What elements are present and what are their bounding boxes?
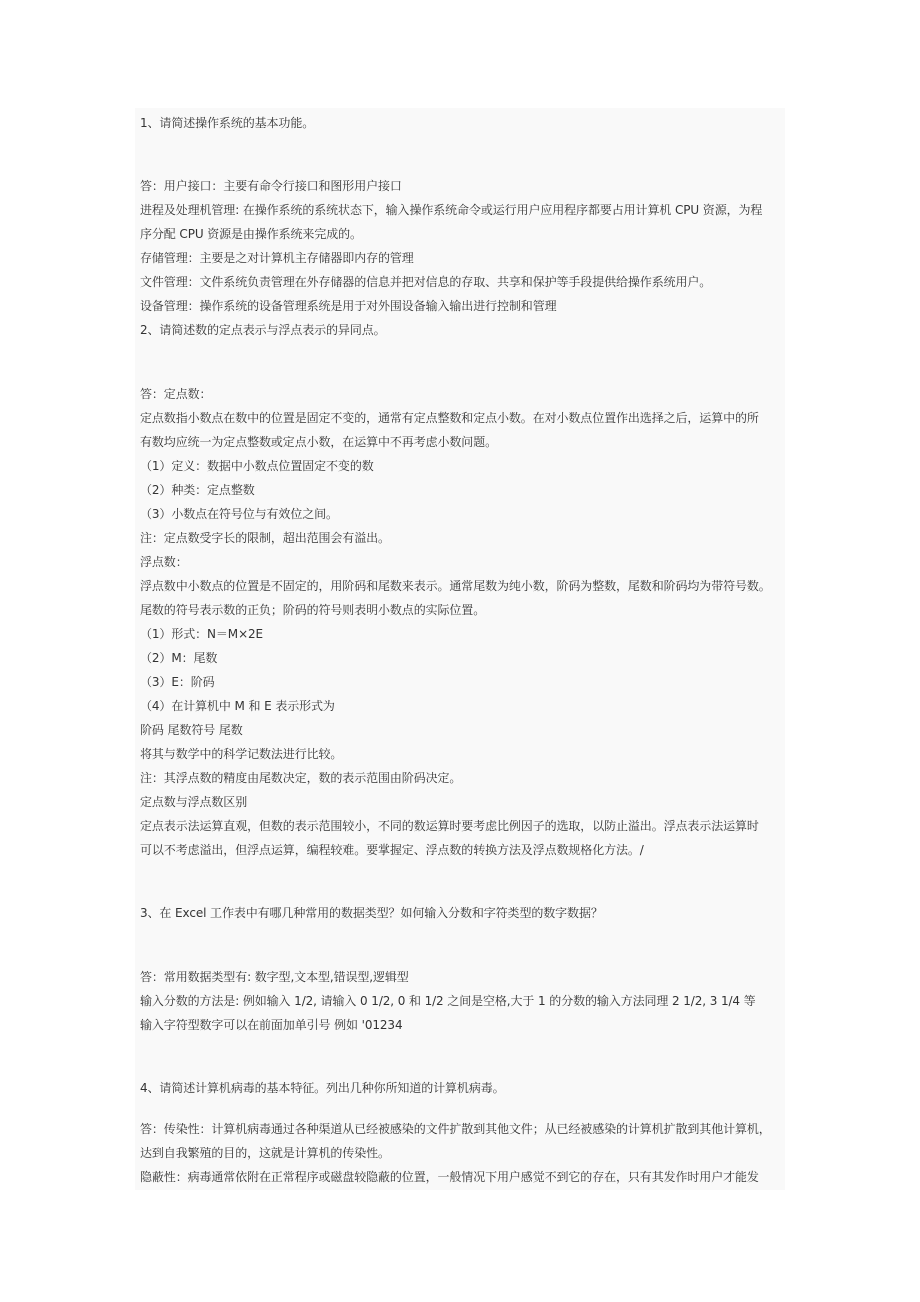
answer-line: （2）M：尾数	[140, 651, 218, 665]
answer-line: 序分配 CPU 资源是由操作系统来完成的。	[140, 227, 362, 241]
answer-line: 定点表示法运算直观，但数的表示范围较小，不同的数运算时要考虑比例因子的选取，以防止溢出。浮点表示法运算时	[140, 819, 759, 833]
answer-line: （3）小数点在符号位与有效位之间。	[140, 507, 338, 521]
answer-line: 将其与数学中的科学记数法进行比较。	[140, 747, 343, 761]
answer-line: 进程及处理机管理: 在操作系统的系统状态下，输入操作系统命令或运行用户应用程序都要占用计算机 CPU 资源，为程	[140, 203, 763, 217]
question-4: 4、请简述计算机病毒的基本特征。列出几种你所知道的计算机病毒。	[140, 1081, 505, 1095]
answer-line: 定点数与浮点数区别	[140, 795, 248, 809]
answer-line: 答：常用数据类型有: 数字型,文本型,错误型,逻辑型	[140, 970, 409, 984]
answer-line: 浮点数：	[140, 555, 188, 569]
answer-line: （4）在计算机中 M 和 E 表示形式为	[140, 699, 335, 713]
answer-line: 文件管理：文件系统负责管理在外存储器的信息并把对信息的存取、共享和保护等手段提供给操作系统用户。	[140, 275, 712, 289]
answer-line: （3）E：阶码	[140, 675, 215, 689]
document-page	[135, 108, 785, 1190]
answer-line: 输入分数的方法是: 例如输入 1/2, 请输入 0 1/2, 0 和 1/2 之间是空格,大于 1 的分数的输入方法同理 2 1/2, 3 1/4 等	[140, 994, 756, 1008]
answer-line: 浮点数中小数点的位置是不固定的，用阶码和尾数来表示。通常尾数为纯小数，阶码为整数，尾数和阶码均为带符号数。	[140, 579, 771, 593]
answer-line: 注：其浮点数的精度由尾数决定，数的表示范围由阶码决定。	[140, 771, 462, 785]
answer-line: 存储管理：主要是之对计算机主存储器即内存的管理	[140, 251, 414, 265]
answer-line: 答：传染性：计算机病毒通过各种渠道从已经被感染的文件扩散到其他文件；从已经被感染的计算机扩散到其他计算机，	[140, 1122, 771, 1136]
answer-line: （1）定义：数据中小数点位置固定不变的数	[140, 459, 374, 473]
answer-line: （2）种类：定点整数	[140, 483, 255, 497]
answer-line: 答：用户接口：主要有命令行接口和图形用户接口	[140, 179, 402, 193]
answer-line: （1）形式：N＝M×2E	[140, 627, 264, 641]
answer-line: 答：定点数：	[140, 387, 212, 401]
answer-line: 尾数的符号表示数的正负；阶码的符号则表明小数点的实际位置。	[140, 603, 486, 617]
answer-line: 隐蔽性：病毒通常依附在正常程序或磁盘较隐蔽的位置，一般情况下用户感觉不到它的存在，只有其发作时用户才能发	[140, 1170, 759, 1184]
answer-line: 有数均应统一为定点整数或定点小数，在运算中不再考虑小数问题。	[140, 435, 498, 449]
answer-line: 注：定点数受字长的限制，超出范围会有溢出。	[140, 531, 390, 545]
answer-line: 设备管理：操作系统的设备管理系统是用于对外围设备输入输出进行控制和管理	[140, 299, 557, 313]
answer-line: 输入字符型数字可以在前面加单引号 例如 '01234	[140, 1018, 403, 1032]
question-2: 2、请简述数的定点表示与浮点表示的异同点。	[140, 323, 386, 337]
answer-line: 可以不考虑溢出，但浮点运算，编程较难。要掌握定、浮点数的转换方法及浮点数规格化方法。/	[140, 843, 644, 857]
question-3: 3、在 Excel 工作表中有哪几种常用的数据类型？如何输入分数和字符类型的数字数据？	[140, 906, 603, 920]
answer-line: 阶码 尾数符号 尾数	[140, 723, 243, 737]
question-1: 1、请简述操作系统的基本功能。	[140, 116, 315, 130]
answer-line: 定点数指小数点在数中的位置是固定不变的，通常有定点整数和定点小数。在对小数点位置作出选择之后，运算中的所	[140, 411, 759, 425]
answer-line: 达到自我繁殖的目的，这就是计算机的传染性。	[140, 1146, 390, 1160]
